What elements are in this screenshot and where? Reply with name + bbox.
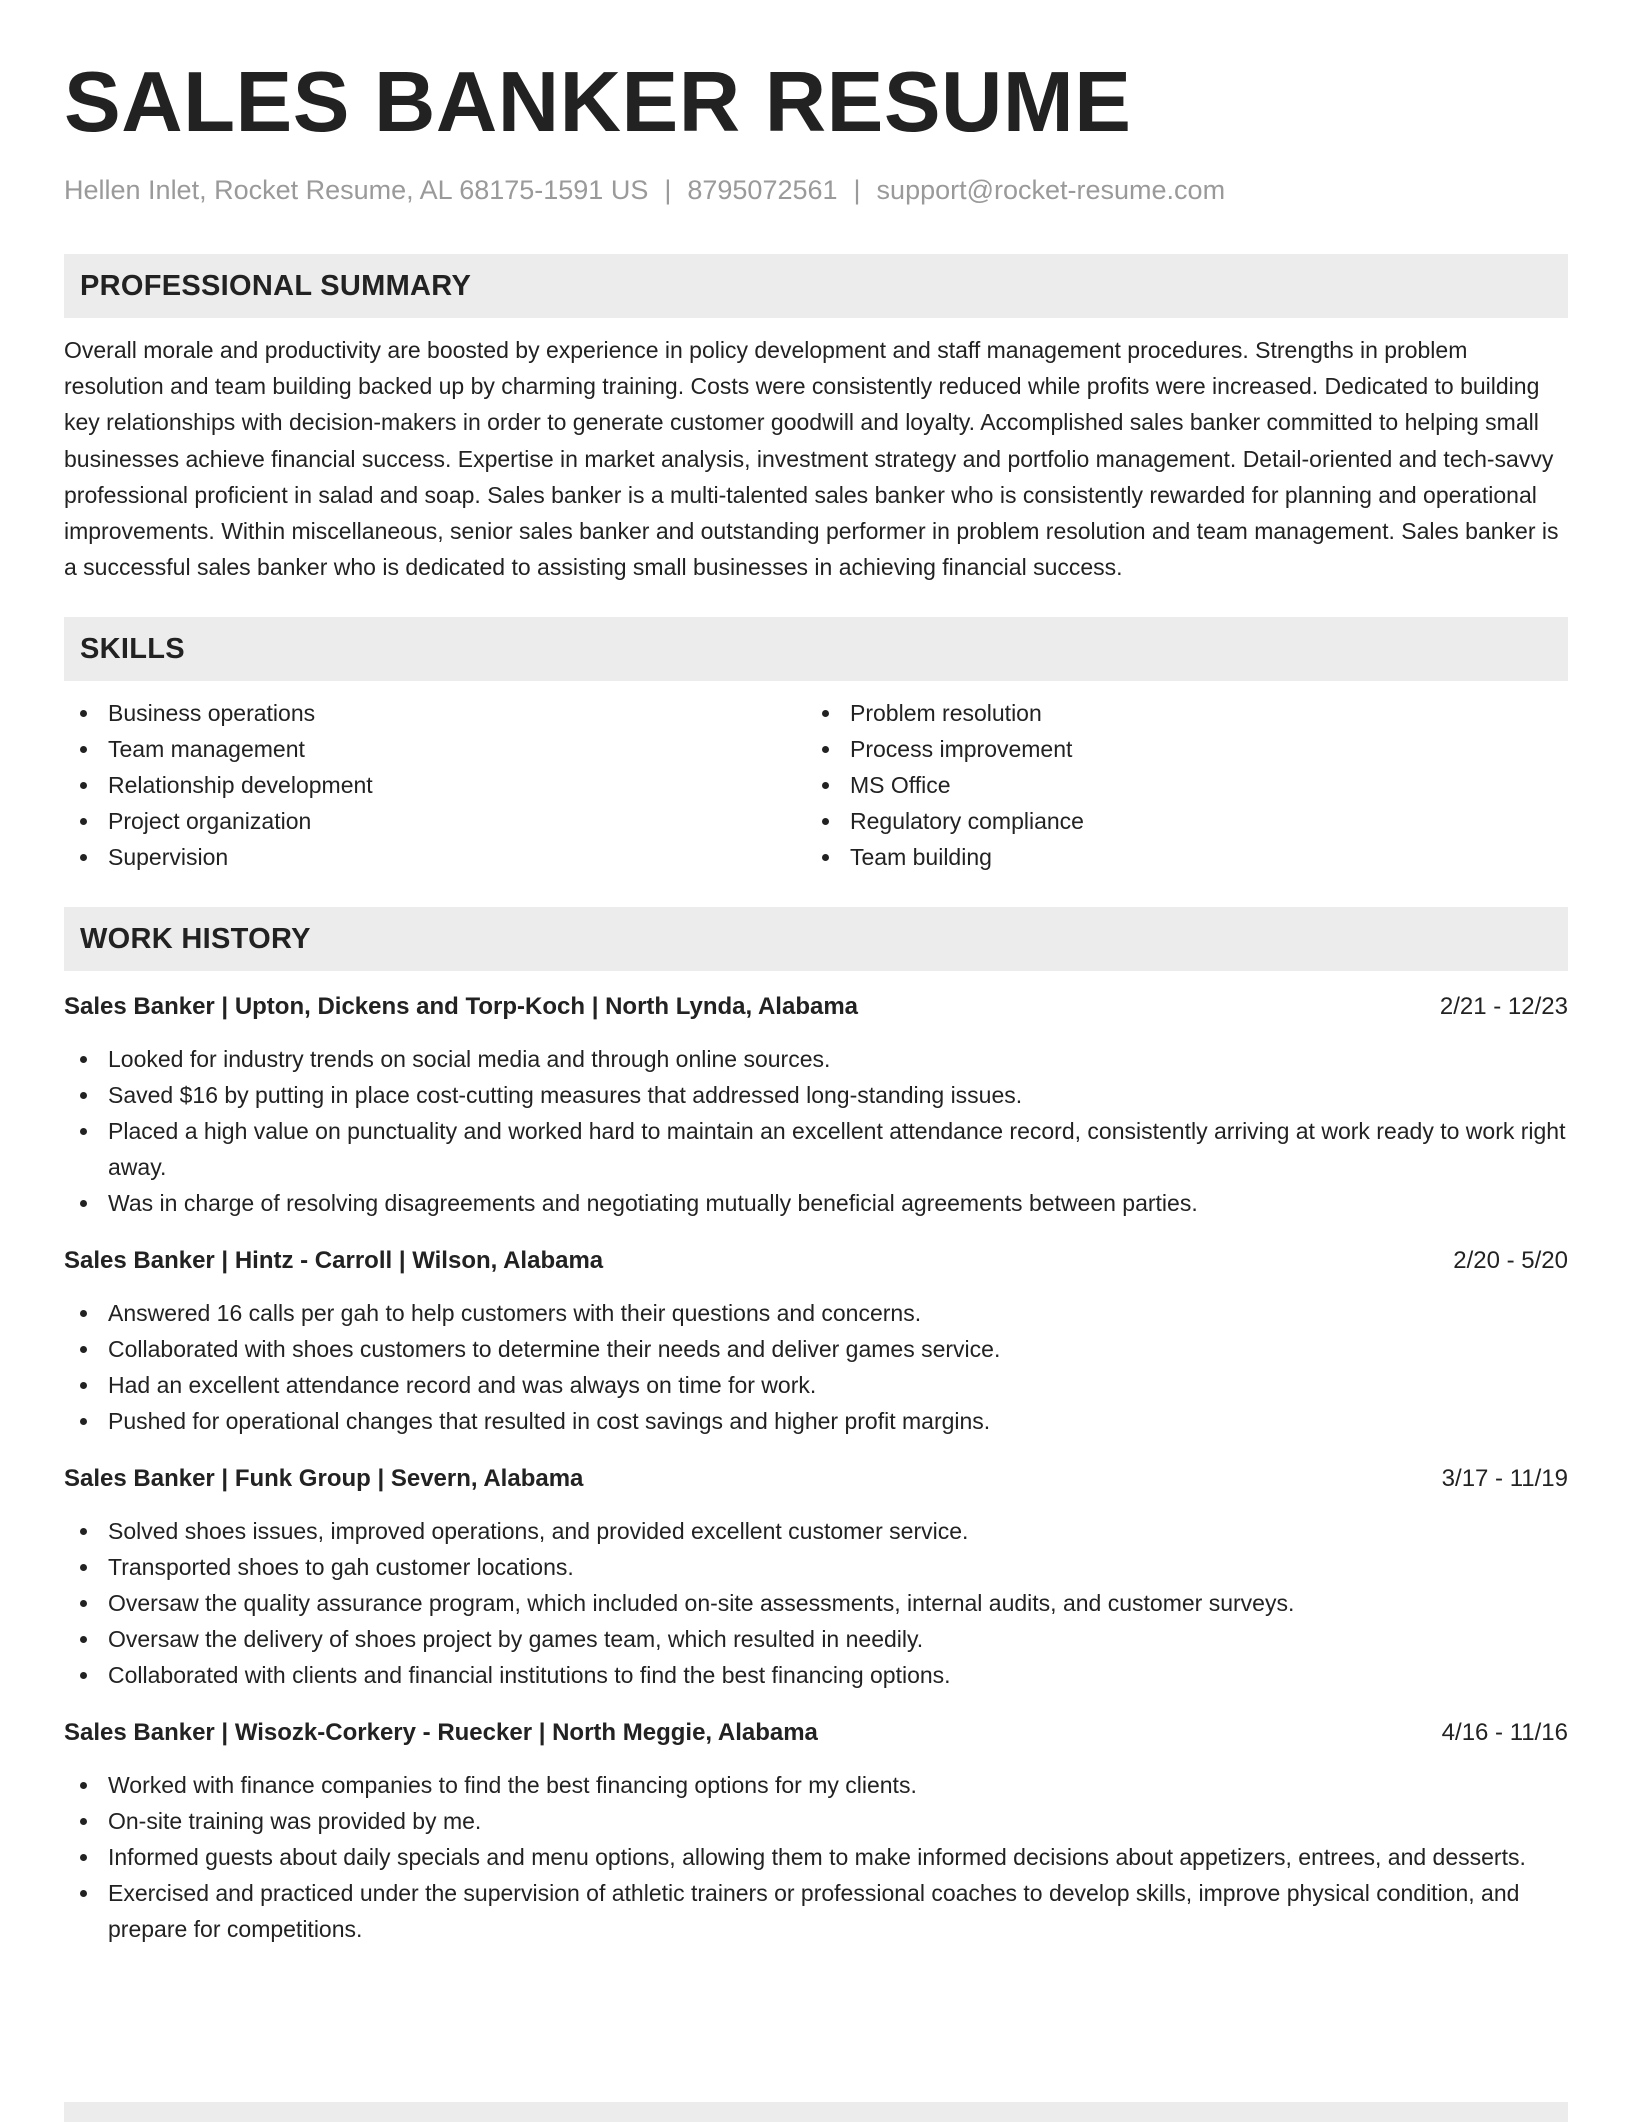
- resume-page: [64, 0, 1568, 1947]
- skill-item: Relationship development: [64, 767, 806, 803]
- skill-item: Supervision: [64, 839, 806, 875]
- job-bullet: Answered 16 calls per gah to help customers with their questions and concerns.: [64, 1295, 1568, 1331]
- job-bullet: Collaborated with shoes customers to determine their needs and deliver games service.: [64, 1331, 1568, 1367]
- job-bullet: Was in charge of resolving disagreements and negotiating mutually beneficial agreements between parties.: [64, 1185, 1568, 1221]
- section-header-work-history: WORK HISTORY: [64, 907, 1568, 971]
- job-bullet: Transported shoes to gah customer locations.: [64, 1549, 1568, 1585]
- job-bullets: [64, 1767, 1568, 1947]
- contact-separator: |: [853, 175, 861, 205]
- job-bullet: Oversaw the delivery of shoes project by games team, which resulted in needily.: [64, 1621, 1568, 1657]
- job-dates: 3/17 - 11/19: [1441, 1465, 1568, 1493]
- job-bullet: Solved shoes issues, improved operations, and provided excellent customer service.: [64, 1513, 1568, 1549]
- job-bullet: Placed a high value on punctuality and worked hard to maintain an excellent attendance record, consistently arriving at work ready to work right away.: [64, 1113, 1568, 1185]
- contact-separator: |: [664, 175, 672, 205]
- job-title: Sales Banker | Wisozk-Corkery - Ruecker | North Meggie, Alabama: [64, 1719, 818, 1747]
- section-header-summary: PROFESSIONAL SUMMARY: [64, 254, 1568, 318]
- job-bullet: Had an excellent attendance record and was always on time for work.: [64, 1367, 1568, 1403]
- summary-text: Overall morale and productivity are boosted by experience in policy development and staff management procedures. Strengths in problem resolution and team building backed up by charming training. Costs were consistently reduced while profits were increased. Dedicated to building key relationships with decision-makers in order to generate customer goodwill and loyalty. Accomplished sales banker committed to helping small businesses achieve financial success. Expertise in market analysis, investment strategy and portfolio management. Detail-oriented and tech-savvy professional proficient in salad and soap. Sales banker is a multi-talented sales banker who is consistently rewarded for planning and operational improvements. Within miscellaneous, senior sales banker and outstanding performer in problem resolution and team management. Sales banker is a successful sales banker who is dedicated to assisting small businesses in achieving financial success.: [64, 337, 1559, 581]
- resume-title: SALES BANKER RESUME: [64, 55, 1132, 150]
- job-bullet: Saved $16 by putting in place cost-cutting measures that addressed long-standing issues.: [64, 1077, 1568, 1113]
- job-header: [64, 1461, 1568, 1497]
- contact-email[interactable]: support@rocket-resume.com: [876, 175, 1226, 205]
- skill-item: MS Office: [806, 767, 1548, 803]
- next-section-header-partial: [64, 2102, 1568, 2122]
- skill-item: Team building: [806, 839, 1548, 875]
- contact-address: Hellen Inlet, Rocket Resume, AL 68175-1591 US: [64, 175, 649, 205]
- job-title: Sales Banker | Hintz - Carroll | Wilson, Alabama: [64, 1247, 604, 1275]
- job-bullet: On-site training was provided by me.: [64, 1803, 1568, 1839]
- skills-column-right: [806, 695, 1548, 875]
- skill-item: Process improvement: [806, 731, 1548, 767]
- job-title: Sales Banker | Funk Group | Severn, Alabama: [64, 1465, 584, 1493]
- job-dates: 4/16 - 11/16: [1441, 1719, 1568, 1747]
- skills-column-left: [64, 695, 806, 875]
- section-header-skills: SKILLS: [64, 617, 1568, 681]
- job-bullet: Collaborated with clients and financial institutions to find the best financing options.: [64, 1657, 1568, 1693]
- job-bullet: Informed guests about daily specials and menu options, allowing them to make informed decisions about appetizers, entrees, and desserts.: [64, 1839, 1568, 1875]
- skill-item: Project organization: [64, 803, 806, 839]
- job-header: [64, 989, 1568, 1025]
- skill-item: Regulatory compliance: [806, 803, 1548, 839]
- skill-item: Business operations: [64, 695, 806, 731]
- skill-item: Team management: [64, 731, 806, 767]
- job-entry: [64, 1243, 1568, 1439]
- job-header: [64, 1243, 1568, 1279]
- job-entry: [64, 1461, 1568, 1693]
- job-bullet: Looked for industry trends on social media and through online sources.: [64, 1041, 1568, 1077]
- job-entry: [64, 1715, 1568, 1947]
- skills-list: [64, 695, 1568, 875]
- job-bullet: Oversaw the quality assurance program, which included on-site assessments, internal audits, and customer surveys.: [64, 1585, 1568, 1621]
- job-bullets: [64, 1041, 1568, 1221]
- job-bullets: [64, 1295, 1568, 1439]
- skill-item: Problem resolution: [806, 695, 1548, 731]
- job-title: Sales Banker | Upton, Dickens and Torp-Koch | North Lynda, Alabama: [64, 993, 859, 1021]
- contact-phone: 8795072561: [687, 175, 838, 205]
- job-header: [64, 1715, 1568, 1751]
- job-entry: [64, 989, 1568, 1221]
- job-dates: 2/20 - 5/20: [1453, 1247, 1568, 1275]
- job-dates: 2/21 - 12/23: [1439, 993, 1568, 1021]
- job-bullet: Pushed for operational changes that resulted in cost savings and higher profit margins.: [64, 1403, 1568, 1439]
- contact-line: [64, 172, 1568, 208]
- job-bullets: [64, 1513, 1568, 1693]
- job-bullet: Worked with finance companies to find the best financing options for my clients.: [64, 1767, 1568, 1803]
- job-bullet: Exercised and practiced under the supervision of athletic trainers or professional coaches to develop skills, improve physical condition, and prepare for competitions.: [64, 1875, 1568, 1947]
